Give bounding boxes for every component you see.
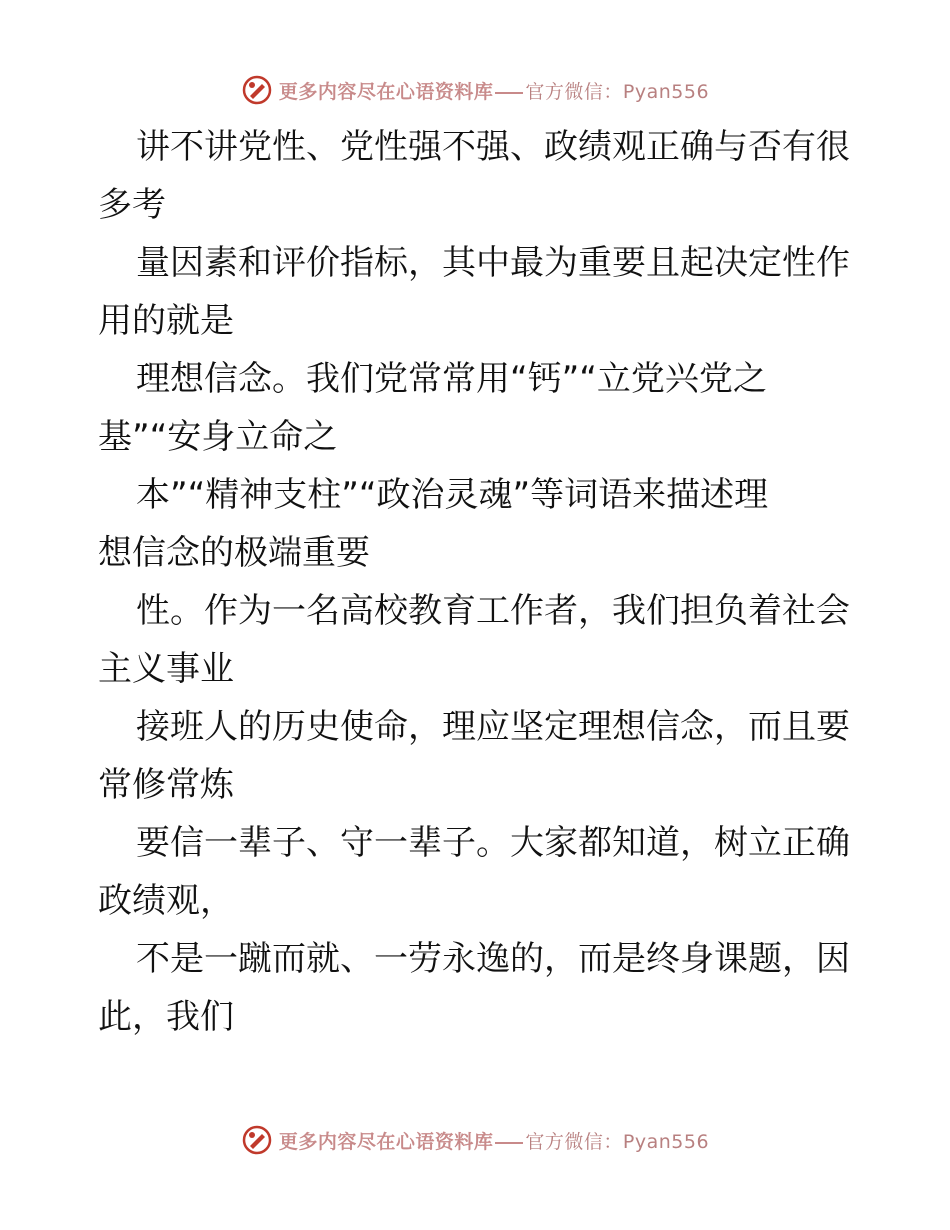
paragraph-line-6: 接班人的历史使命，理应坚定理想信念，而且要 常修常炼 xyxy=(98,707,850,805)
paragraph-line-4: 本”“精神支柱”“政治灵魂”等词语来描述理 想信念的极端重要 xyxy=(98,475,769,573)
paragraph-line-8: 不是一蹴而就、一劳永逸的，而是终身课题，因 此，我们 xyxy=(98,939,850,1037)
paragraph-line-2: 量因素和评价指标，其中最为重要且起决定性作 用的就是 xyxy=(98,243,850,341)
paragraph-line-3: 理想信念。我们党常常用“钙”“立党兴党之 基”“安身立命之 xyxy=(98,359,767,457)
paragraph-line-7: 要信一辈子、守一辈子。大家都知道，树立正确 政绩观， xyxy=(98,823,850,921)
document-body xyxy=(98,118,858,1046)
footer-banner-text: 更多内容尽在心语资料库 官方微信：Pyan556 xyxy=(278,1130,710,1153)
brand-logo-icon xyxy=(241,1124,273,1156)
brand-logo-icon xyxy=(241,74,273,106)
header-banner-text: 更多内容尽在心语资料库 官方微信：Pyan556 xyxy=(278,80,710,103)
paragraph-line-1: 讲不讲党性、党性强不强、政绩观正确与否有很 多考 xyxy=(98,127,850,225)
header-banner xyxy=(0,70,950,110)
footer-banner xyxy=(0,1120,950,1160)
paragraph-line-5: 性。作为一名高校教育工作者，我们担负着社会 主义事业 xyxy=(98,591,850,689)
